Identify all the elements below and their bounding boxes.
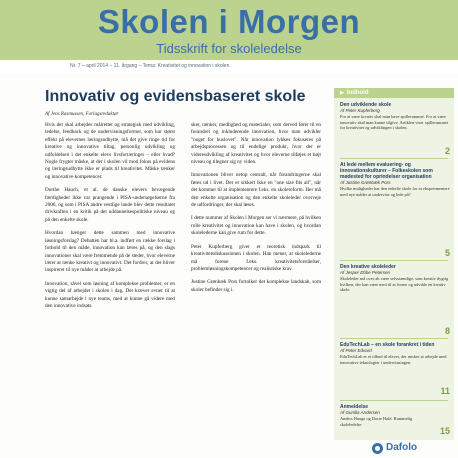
toc-item-teaser: Hvilke muligheder har den enkelte skole for at eksperimentere med nye måder at undervise og lede på? xyxy=(340,186,450,197)
article-column-1 xyxy=(45,122,175,458)
triangle-right-icon: ▶ xyxy=(340,90,344,96)
toc-item-author: Af Jesper Ebbe Petersen xyxy=(340,270,391,275)
toc-item[interactable] xyxy=(340,342,450,396)
toc-item-title: Anmeldelse xyxy=(340,404,369,410)
toc-item-teaser: EduTechLab er et tilbud til elever, der ønsker at arbejde med innovative teknologier i undervisningen. xyxy=(340,354,447,365)
toc-item-author: Af Peter Kupferberg xyxy=(340,108,380,113)
toc-item-author: Af Peter Edvard xyxy=(340,348,372,353)
toc-divider xyxy=(340,338,448,339)
toc-item-author: Af Gunilla Andersen xyxy=(340,410,380,415)
lead-article xyxy=(45,88,322,458)
toc-item[interactable] xyxy=(340,264,450,336)
article-paragraph: Hvis der skal arbejdes målrettet og strategisk med udvikling, ledelse, feedback og de undervisningsformer, som har størst effekt på elevernes læringsudbytte, må det give ringe tid for kreative og innovative tiltag, personlig udvikling og udfoldelsen i det enkelte elevs livsfortæringer – eller hvad? Nogle frygter måske, at der i skolen vil mod fokus på evidens og læringsudbytte ikke er plads til kreativitet. Måske tænker og innovative kompetencer. xyxy=(45,122,175,180)
toc-item-title: Den udviklende skole xyxy=(340,102,392,108)
magazine-subtitle: Tidsskrift for skoleledelse xyxy=(156,41,302,56)
article-paragraph: Hvordan hænger dette sammen med innovative løsningsforslag? Debatten har bl.a. indført en række forslag i forhold til den måde, innovation kan læres på, og den slags innovationer skal være fremmende på de steder, hvor eleverne lærer at tænke kreativt og innovativt. Det fordrer, at det bliver inspireret til nye måder at arbejde på. xyxy=(45,230,175,274)
article-column-2 xyxy=(191,122,321,458)
toc-item-title: Den kreative skoleleder xyxy=(340,264,396,270)
dafolo-logo-icon xyxy=(372,443,383,454)
article-paragraph: Dorthe Hauch, et al. de danske elevers bevægende færdigheder ikke var prangende i PISA-undersøgelserne fra 2006, og som i PISA andre vestlige lande blev dette resultatet drivkraften i en kritik på det uddannelsespolitiske niveau og på den enkelte skole. xyxy=(45,187,175,223)
publisher-footer xyxy=(334,440,454,456)
toc-item-teaser: For at være kreativ skal man have spillerummet. For at være innovativ skal man kunne tilgive. Artiklen viser spillerummet for kreativitet og udviklingen i skolen. xyxy=(340,114,449,131)
article-paragraph: Peter Kupferberg giver et teoretisk indspark til kreativitetsdiskussionen i skolen. Han mener, at skolelederne må forene f.eks. kreativitetsforståelser, problemløsningskompetencer og realistiske krav. xyxy=(191,243,321,272)
table-of-contents xyxy=(334,88,454,440)
toc-item-teaser: Anders Hauge og Dorte Hald. Rummelig skoleledelse xyxy=(340,416,413,427)
toc-item-page: 15 xyxy=(439,426,450,436)
toc-divider xyxy=(340,400,448,401)
toc-item[interactable] xyxy=(340,102,450,156)
toc-item-page: 11 xyxy=(440,386,450,396)
article-paragraph: sker, tænker, medlighed og materialer, som derved fører til en forandret og inkluderende innovation, hvor man udvikler "noget for huslovet". Når innovation lykkes fokuseres på arbejdsprocessen og til endelige produkt, hvor der er videreudvikling af kreativitet og hvor eleverne tilføjes et højt niveau og tilegner sig ny viden. xyxy=(191,122,321,166)
article-paragraph: Innovation, såvel som løsning af komplekse problemer, er en vigtig del af arbejdet i skolen i dag. Det kræver evner til at kunne samarbejde i nye teams, med at kunne gå videre med den innovative indsats. xyxy=(45,280,175,309)
article-paragraph: Innovationen bliver netop centralt, når forandringerne skal føres ud i livet. Der er sikkert ikke en "one size fits all", når det kommer til at implementere f.eks. en skolereform. Her må den enkelte organisation og den enkelte skoleleder overveje de udfordringer, der skal løses. xyxy=(191,172,321,209)
article-paragraph: I dette nummer af Skolen i Morgen ser vi nærmere, på hvilken rolle kreativitet og innovation kan have i skolen, og hvordan skolelederne kan give rum for dette. xyxy=(191,215,321,237)
toc-item[interactable] xyxy=(340,404,450,436)
publisher-name: Dafolo xyxy=(386,442,418,453)
magazine-title: Skolen i Morgen xyxy=(97,3,361,40)
article-byline: Af Jens Rasmussen, Forlagsredaktør xyxy=(45,112,119,117)
toc-item[interactable] xyxy=(340,162,450,258)
toc-item-title: EduTechLab – en skole forankret i tiden xyxy=(340,342,435,348)
toc-divider xyxy=(340,260,448,261)
toc-item-teaser: Skoleleder må over alt være selvstændige, som kreativ dygtig hvilken, der kan være med til at forme og udvikle en kreativ skole. xyxy=(340,276,449,293)
issue-line: Nr. 7 – april 2014 – 11. årgang – Tema: Kreativitet og innovation i skolen xyxy=(70,63,230,69)
toc-item-author: Af Justine Grønbæk Pors xyxy=(340,180,391,185)
toc-header-label: Indhold xyxy=(346,90,369,96)
article-headline: Innovativ og evidensbaseret skole xyxy=(45,88,306,105)
toc-item-page: 8 xyxy=(444,326,450,336)
toc-item-page: 2 xyxy=(444,146,450,156)
article-paragraph: Justine Grønbæk Pors fortolker det komplekse landskab, som skoler befinder sig i. xyxy=(191,279,321,293)
toc-item-page: 5 xyxy=(444,248,450,258)
toc-header xyxy=(334,88,454,98)
toc-item-title: At lede mellem evaluering- og innovationskulturer – Folkeskolen som mødested for oprindelser organisation xyxy=(340,162,433,180)
toc-divider xyxy=(340,158,448,159)
